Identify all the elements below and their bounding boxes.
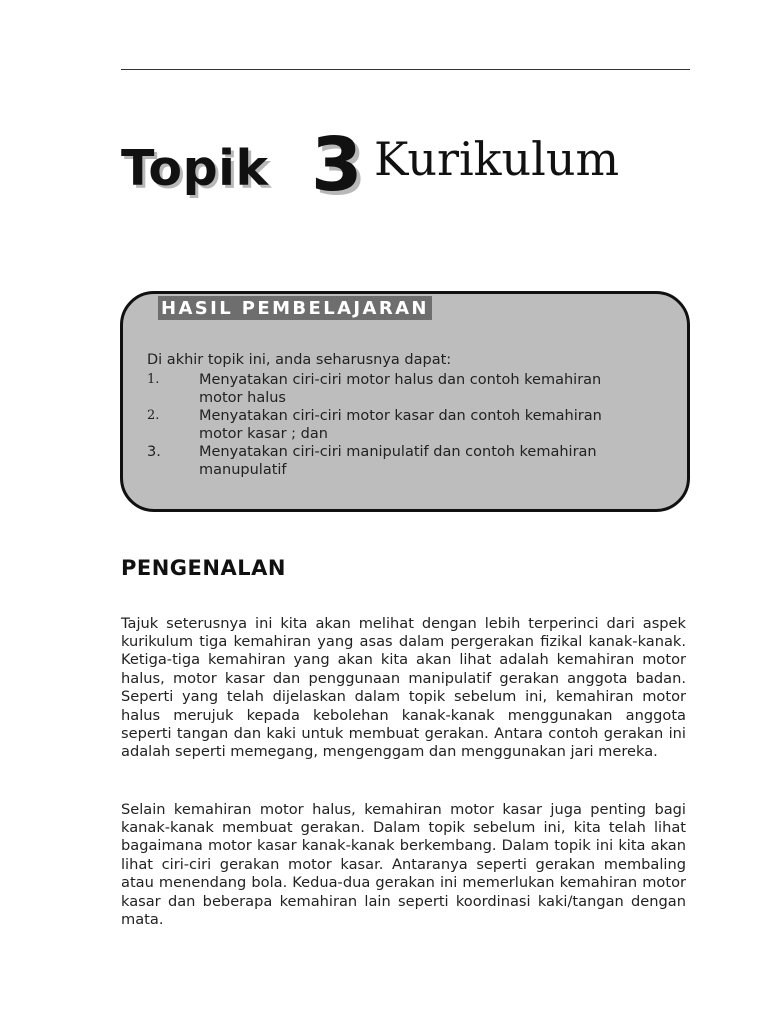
item-number: 2. xyxy=(147,408,160,423)
learning-outcome-item xyxy=(147,443,667,479)
topik-number: 3 xyxy=(311,122,363,208)
learning-outcome-item xyxy=(147,407,667,443)
topic-name: Kurikulum xyxy=(374,132,620,186)
item-number: 1. xyxy=(147,372,160,387)
item-text: Menyatakan ciri-ciri manipulatif dan contoh kemahiran manupulatif xyxy=(199,444,597,478)
item-number: 3. xyxy=(147,444,161,460)
learning-outcomes-box xyxy=(120,291,690,512)
item-text: Menyatakan ciri-ciri motor halus dan contoh kemahiran motor halus xyxy=(199,372,602,406)
topik-word: Topik xyxy=(121,140,269,197)
learning-outcome-item xyxy=(147,371,667,407)
item-text: Menyatakan ciri-ciri motor kasar dan contoh kemahiran motor kasar ; dan xyxy=(199,408,602,442)
header-rule xyxy=(121,69,690,70)
learning-outcomes-list xyxy=(147,371,667,479)
learning-outcomes-heading: HASIL PEMBELAJARAN xyxy=(158,296,432,320)
body-paragraph: Tajuk seterusnya ini kita akan melihat dengan lebih terperinci dari aspek kurikulum tiga kemahiran yang asas dalam pergerakan fizikal kanak-kanak. Ketiga-tiga kemahiran yang akan kita akan lihat adalah kemahiran motor halus, motor kasar dan penggunaan manipulatif gerakan anggota badan. Seperti yang telah dijelaskan dalam topik sebelum ini, kemahiran motor halus merujuk kepada kebolehan kanak-kanak menggunakan anggota seperti tangan dan kaki untuk membuat gerakan. Antara contoh gerakan ini adalah seperti memegang, mengenggam dan menggunakan jari mereka. xyxy=(121,614,686,761)
learning-outcomes-intro: Di akhir topik ini, anda seharusnya dapat: xyxy=(147,352,452,368)
body-paragraph: Selain kemahiran motor halus, kemahiran motor kasar juga penting bagi kanak-kanak membuat gerakan. Dalam topik sebelum ini, kita telah lihat bagaimana motor kasar kanak-kanak berkembang. Dalam topik ini kita akan lihat ciri-ciri gerakan motor kasar. Antaranya seperti gerakan membaling atau menendang bola. Kedua-dua gerakan ini memerlukan kemahiran motor kasar dan beberapa kemahiran lain seperti koordinasi kaki/tangan dengan mata. xyxy=(121,800,686,929)
topic-title xyxy=(121,122,721,216)
section-heading-pengenalan: PENGENALAN xyxy=(121,556,286,580)
